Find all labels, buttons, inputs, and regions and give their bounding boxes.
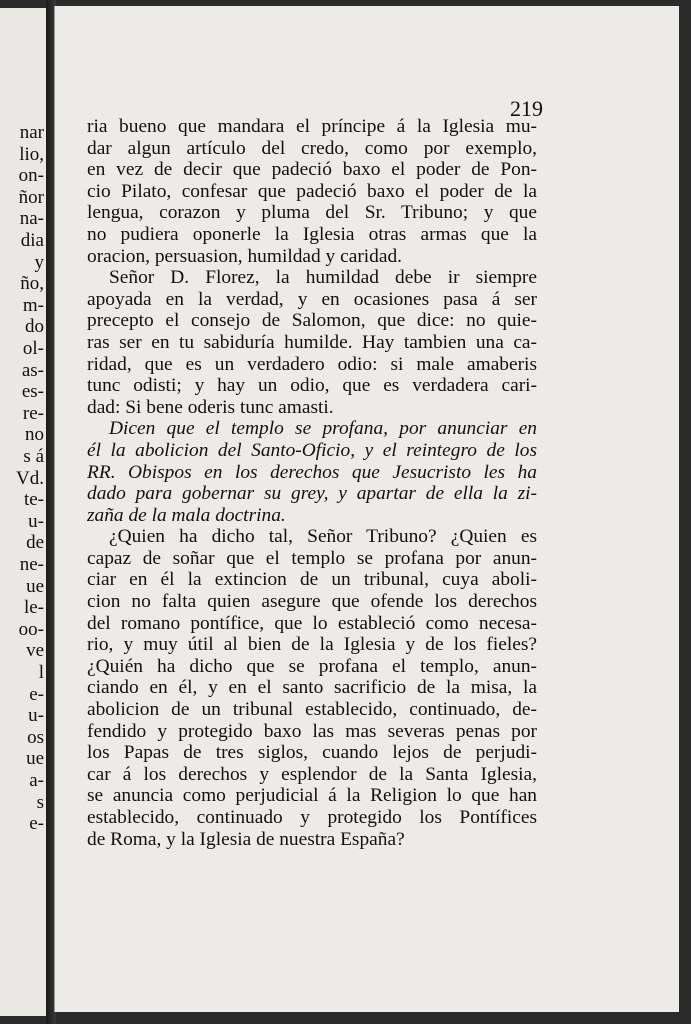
left-page-fragment: e- (29, 813, 44, 835)
text-line: ria bueno que mandara el príncipe á la Iglesia mu- (87, 116, 537, 137)
text-line: oracion, persuasion, humildad y caridad. (87, 245, 403, 267)
left-page-fragment: do (25, 316, 44, 338)
left-page-fragment: ve (26, 640, 44, 662)
text-line: ridad, que es un verdadero odio: si male amaberis (87, 353, 537, 375)
text-line: abolicion de un tribunal establecido, continuado, de- (87, 699, 537, 721)
left-page-fragment: e- (29, 683, 44, 705)
left-page-fragment: os (27, 726, 44, 748)
text-line: RR. Obispos en los derechos que Jesucristo les ha (87, 461, 537, 483)
text-line: él la abolicion del Santo-Oficio, y el reintegro de los (87, 439, 537, 461)
left-page-fragment: dia (20, 230, 44, 251)
text-line: dad: Si bene oderis tunc amasti. (87, 396, 334, 418)
text-line: dado para gobernar su grey, y apartar de ella la zi- (87, 483, 537, 505)
left-page-fragment: re- (22, 402, 44, 424)
left-page-fragment: ñor (18, 186, 44, 208)
left-page-fragment: u- (28, 705, 44, 727)
text-line: zaña de la mala doctrina. (87, 504, 286, 526)
left-page-fragment: u- (28, 510, 44, 532)
left-page-fragment: s á (23, 446, 44, 467)
text-line: ¿Quien ha dicho tal, Señor Tribuno? ¿Quien es (109, 526, 537, 548)
text-line: los Papas de tres siglos, cuando lejos de perjudi- (87, 742, 537, 764)
left-page-fragment: te- (23, 489, 44, 511)
left-page (0, 8, 48, 1016)
text-line: Dicen que el templo se profana, por anunciar en (109, 418, 537, 440)
text-line: rio, y muy útil al bien de la Iglesia y de los fieles? (87, 634, 537, 656)
left-page-fragment: on- (18, 165, 44, 187)
left-page-fragment: es- (21, 381, 44, 403)
left-page-fragment: y (34, 251, 44, 273)
left-page-fragment: na- (19, 208, 44, 230)
text-line: dar algun artículo del credo, como por exemplo, (87, 137, 537, 159)
text-line: precepto el consejo de Salomon, que dice: no quie- (87, 310, 537, 332)
left-page-fragment: oo- (18, 618, 44, 640)
text-line: ras ser en tu sabiduría humilde. Hay tambien una ca- (87, 331, 537, 353)
text-line: Señor D. Florez, la humildad debe ir siempre (109, 267, 537, 289)
left-page-fragment: ue (26, 575, 44, 597)
text-line: ciar en él la extincion de un tribunal, cuya aboli- (87, 569, 537, 591)
text-line: car á los derechos y esplendor de la Santa Iglesia, (87, 763, 537, 785)
left-page-fragment: m- (22, 294, 44, 316)
left-page-fragment: ne- (19, 554, 44, 575)
left-page-fragment: ue (26, 748, 44, 770)
left-page-fragment: no (25, 424, 44, 446)
text-line: ¿Quién ha dicho que se profana el templo, anun- (87, 655, 537, 677)
text-line: tunc odisti; y hay un odio, que es verdadera cari- (87, 375, 537, 397)
text-line: de Roma, y la Iglesia de nuestra España? (87, 828, 405, 850)
text-line: apoyada en la verdad, y en ocasiones pasa á ser (87, 288, 537, 310)
left-page-fragment: ño, (20, 273, 44, 295)
text-line: establecido, continuado y protegido los Pontífices (87, 807, 537, 828)
left-page-fragment: lio, (19, 143, 44, 165)
body-text (87, 116, 537, 850)
left-page-fragment: ol- (22, 338, 44, 359)
text-line: capaz de soñar que el templo se profana por anun- (87, 547, 537, 569)
left-page-fragment: le- (23, 597, 44, 619)
text-line: lengua, corazon y pluma del Sr. Tribuno; y que (87, 202, 537, 224)
text-line: del romano pontífice, que lo estableció como necesa- (87, 612, 537, 634)
text-line: ciando en él, y en el santo sacrificio de la misa, la (87, 677, 537, 699)
text-line: no pudiera oponerle la Iglesia otras armas que la (87, 223, 537, 245)
text-line: cion no falta quien asegure que ofende los derechos (87, 591, 537, 613)
left-page-fragment: Vd. (16, 467, 44, 489)
text-line: en vez de decir que padeció baxo el poder de Pon- (87, 159, 537, 181)
left-page-fragment: l (38, 662, 44, 683)
left-page-fragment: a- (29, 770, 44, 791)
page-number: 219 (510, 96, 543, 121)
text-line: cio Pilato, confesar que padeció baxo el poder de la (87, 180, 537, 202)
left-page-fragment: nar (19, 122, 44, 143)
left-page-fragment: s (36, 791, 44, 813)
left-page-fragment: de (26, 532, 44, 554)
text-line: fendido y protegido baxo las mas severas penas por (87, 720, 537, 742)
text-line: se anuncia como perjudicial á la Religion lo que han (87, 785, 537, 807)
left-page-fragment: as- (21, 359, 44, 381)
